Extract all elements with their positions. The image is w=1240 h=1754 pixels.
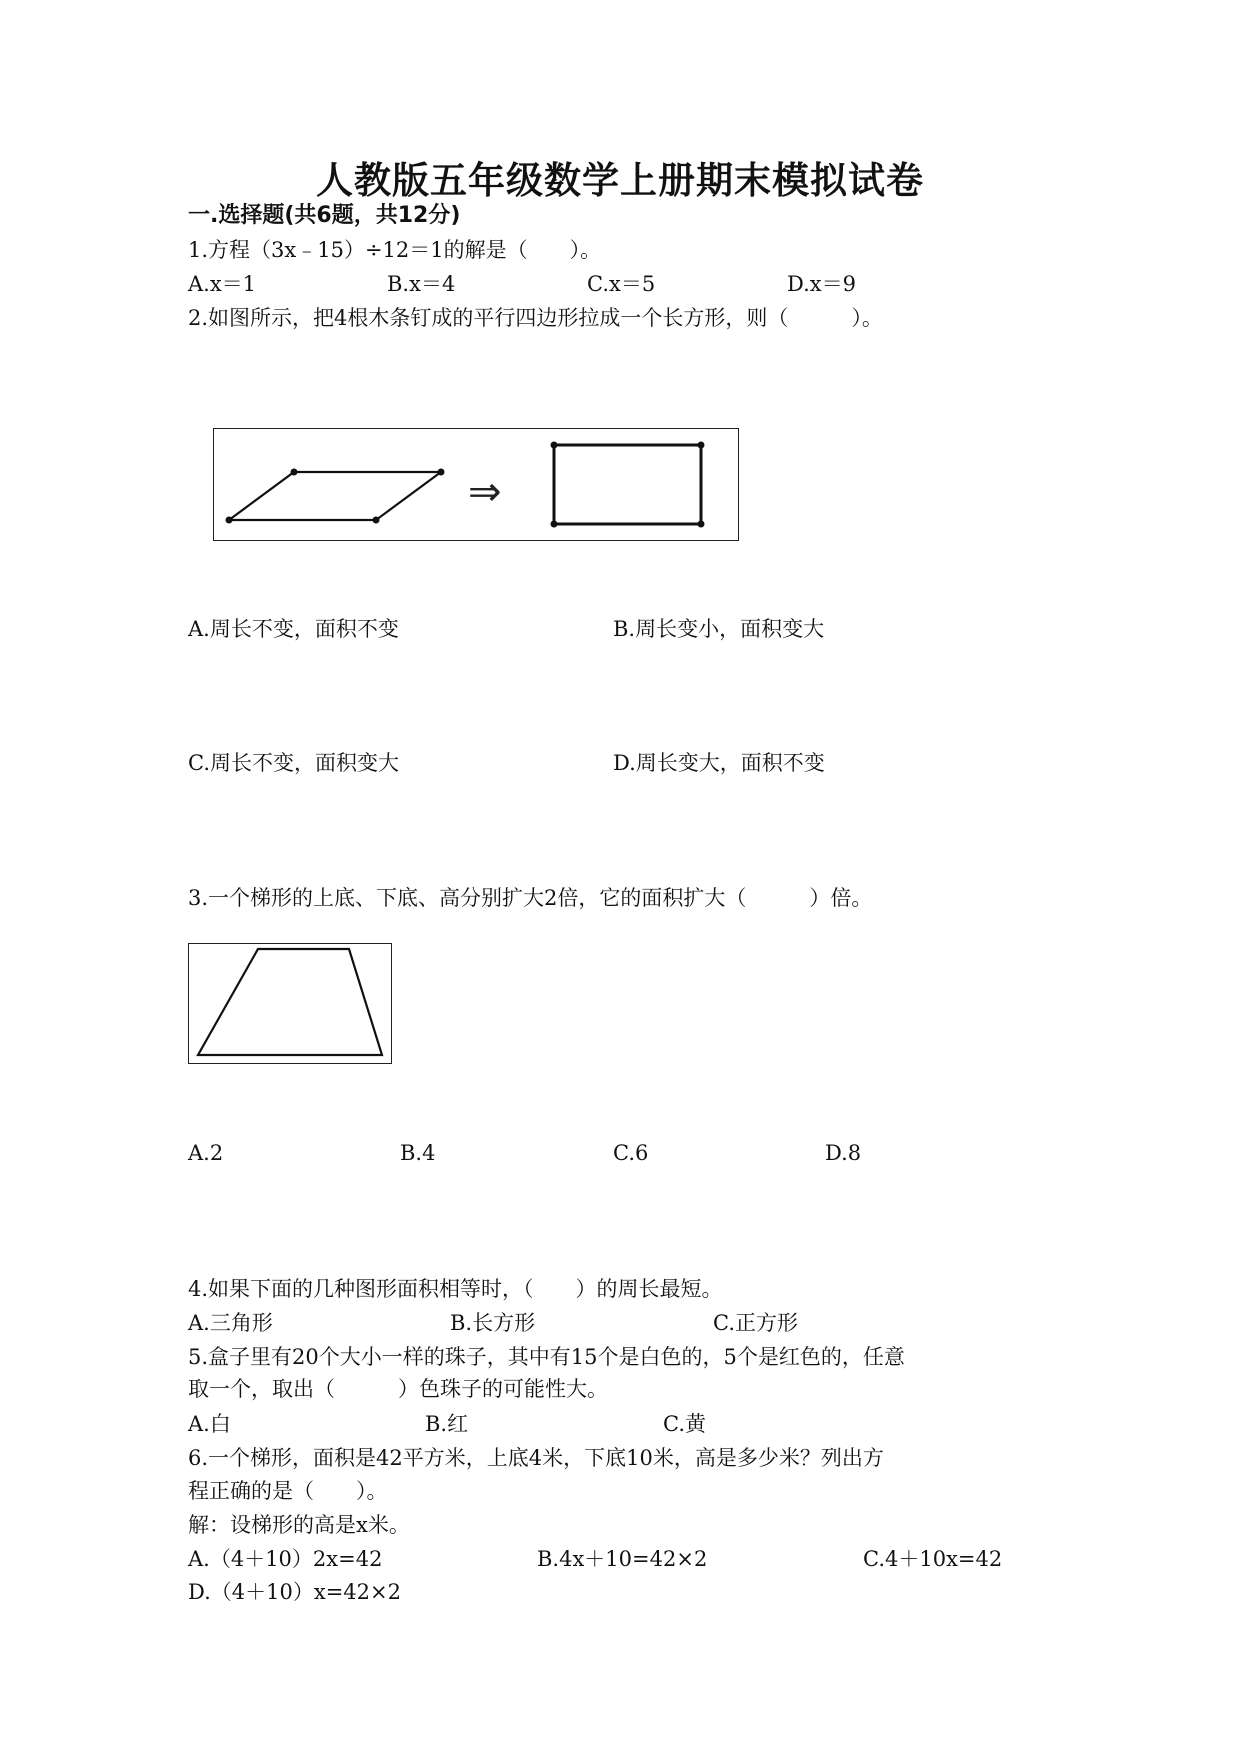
q5-stem-line2: 取一个，取出（ ）色珠子的可能性大。 (188, 1377, 608, 1401)
vertex-dot (551, 521, 558, 528)
q5-option-a: A.白 (188, 1412, 231, 1436)
q6-stem-line1: 6.一个梯形，面积是42平方米，上底4米，下底10米，高是多少米？列出方 (188, 1446, 884, 1470)
q1-option-c: C.x＝5 (587, 272, 656, 296)
parallelogram-shape (229, 472, 441, 520)
q4-stem: 4.如果下面的几种图形面积相等时，（ ）的周长最短。 (188, 1277, 723, 1301)
q5-stem-line1: 5.盒子里有20个大小一样的珠子，其中有15个是白色的，5个是红色的，任意 (188, 1345, 905, 1369)
q1-option-d: D.x＝9 (787, 272, 856, 296)
trapezoid-shape (198, 949, 382, 1055)
vertex-dot (698, 521, 705, 528)
q4-option-b: B.长方形 (450, 1311, 536, 1335)
q2-figure (213, 428, 739, 541)
q4-option-c: C.正方形 (713, 1311, 798, 1335)
q6-option-b: B.4x＋10=42×2 (537, 1547, 708, 1571)
q5-option-c: C.黄 (663, 1412, 706, 1436)
q1-stem: 1.方程（3x﹣15）÷12＝1的解是（ ）。 (188, 238, 602, 262)
parallelogram-to-rectangle-diagram (214, 429, 738, 540)
vertex-dot (438, 469, 445, 476)
q5-option-b: B.红 (425, 1412, 469, 1436)
q6-option-a: A.（4＋10）2x=42 (188, 1547, 383, 1571)
q3-option-a: A.2 (188, 1141, 224, 1165)
trapezoid-diagram (189, 944, 391, 1063)
q6-option-d: D.（4＋10）x=42×2 (188, 1580, 401, 1604)
vertex-dot (551, 442, 558, 449)
q6-option-c: C.4＋10x=42 (863, 1547, 1003, 1571)
q2-option-d: D.周长变大，面积不变 (613, 751, 825, 775)
q3-stem: 3.一个梯形的上底、下底、高分别扩大2倍，它的面积扩大（ ）倍。 (188, 886, 873, 910)
q3-option-c: C.6 (613, 1141, 649, 1165)
transform-arrow-icon: ⇒ (468, 469, 502, 515)
vertex-dot (698, 442, 705, 449)
vertex-dot (291, 469, 298, 476)
q2-option-b: B.周长变小，面积变大 (613, 617, 825, 641)
q2-option-c: C.周长不变，面积变大 (188, 751, 399, 775)
vertex-dot (373, 517, 380, 524)
q1-option-a: A.x＝1 (188, 272, 257, 296)
vertex-dot (226, 517, 233, 524)
q2-stem: 2.如图所示，把4根木条钉成的平行四边形拉成一个长方形，则（ ）。 (188, 306, 883, 330)
q2-option-a: A.周长不变，面积不变 (188, 617, 399, 641)
q6-stem-line2: 程正确的是（ ）。 (188, 1479, 388, 1503)
q6-solution-intro: 解：设梯形的高是x米。 (188, 1513, 410, 1537)
q3-figure (188, 943, 392, 1064)
q1-option-b: B.x＝4 (387, 272, 456, 296)
rectangle-shape (554, 445, 701, 524)
q4-option-a: A.三角形 (188, 1311, 273, 1335)
q3-option-b: B.4 (400, 1141, 436, 1165)
section-heading: 一.选择题(共6题，共12分) (188, 203, 461, 228)
page-title: 人教版五年级数学上册期末模拟试卷 (316, 159, 924, 202)
q3-option-d: D.8 (825, 1141, 862, 1165)
